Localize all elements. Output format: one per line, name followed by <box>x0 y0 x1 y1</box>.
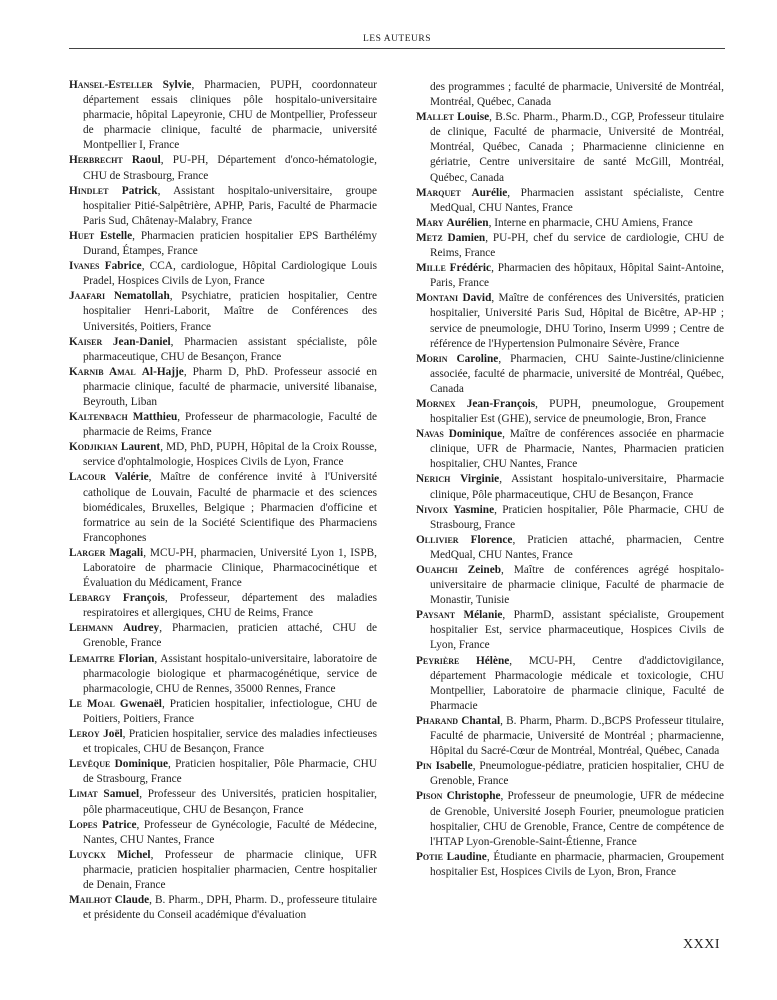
author-surname: Leroy <box>69 728 100 741</box>
page-number: XXXI <box>683 937 720 952</box>
author-firstname: Dominique <box>114 758 168 771</box>
author-affiliation: , Pharmacien des hôpitaux, Hôpital Saint-Antoine, Paris, France <box>430 262 724 290</box>
author-surname: Mille <box>416 262 446 275</box>
author-surname: Nivoix <box>416 503 449 516</box>
author-entry <box>69 621 377 651</box>
author-entry <box>69 229 377 259</box>
author-entry <box>69 410 377 440</box>
author-surname: Pin <box>416 760 432 773</box>
author-firstname: Frédéric <box>449 262 492 275</box>
author-firstname: Virginie <box>460 473 500 486</box>
author-surname: Le Moal <box>69 697 115 710</box>
author-surname: Potie <box>416 850 443 863</box>
author-entry <box>69 78 377 153</box>
author-affiliation: , MD, PhD, PUPH, Hôpital de la Croix Rousse, service d'ophtalmologie, Hospices Civils de Lyon, France <box>83 441 377 469</box>
running-header: LES AUTEURS <box>362 34 432 44</box>
author-entry <box>416 714 724 759</box>
author-surname: Ivanes <box>69 260 100 273</box>
author-affiliation: , Pharmacien praticien hospitalier EPS Barthélémy Durand, Étampes, France <box>83 229 377 258</box>
author-entry <box>416 216 724 231</box>
author-surname: Larger <box>69 546 106 559</box>
author-surname: Nerich <box>416 473 451 486</box>
author-affiliation: , Pharmacien, CHU Sainte-Justine/clinicienne associée, faculté de pharmacie, université de Montréal, Québec, Canada <box>430 352 724 395</box>
author-firstname: Magali <box>109 546 144 559</box>
author-entry <box>416 397 724 427</box>
author-firstname: Zeineb <box>467 564 502 576</box>
author-firstname: Joël <box>103 728 123 741</box>
author-entry <box>416 533 724 563</box>
author-firstname: Samuel <box>103 788 140 801</box>
author-affiliation: , Professeur de Gynécologie, Faculté de Médecine, Nantes, CHU Nantes, France <box>83 818 378 846</box>
author-affiliation: , Professeur des Universités, praticien hospitalier, pôle pharmaceutique, CHU de Besançon, France <box>83 788 378 816</box>
author-affiliation: , Assistant hospitalo-universitaire, laboratoire de pharmacologie biologique et pharmacogénétique, service de pharmacologie, CHU de Rennes, 35000 Rennes, France <box>83 652 378 695</box>
author-firstname: Patrice <box>102 818 137 831</box>
author-affiliation: , Praticien attaché, pharmacien, Centre MedQual, CHU Nantes, France <box>430 533 724 561</box>
continued-entry-text: des programmes ; faculté de pharmacie, Université de Montréal, Montréal, Québec, Canada <box>430 81 724 109</box>
author-firstname: Isabelle <box>435 760 473 773</box>
author-entry <box>69 470 377 545</box>
author-affiliation: , PU-PH, chef du service de cardiologie, CHU de Reims, France <box>430 231 724 260</box>
author-entry <box>69 787 377 817</box>
author-firstname: Jean-François <box>466 397 536 410</box>
author-entry <box>69 365 377 410</box>
author-affiliation: , PU-PH, Département d'onco-hématologie, CHU de Strasbourg, France <box>83 154 378 182</box>
author-affiliation: , Praticien hospitalier, Pôle Pharmacie, CHU de Strasbourg, France <box>83 758 377 786</box>
author-firstname: Al-Hajje <box>141 365 184 378</box>
author-affiliation: , Professeur de pharmacie clinique, UFR pharmacie, praticien hospitalier pharmacien, Centre hospitalier de Denain, France <box>83 848 378 891</box>
author-surname: Herbrecht <box>69 154 123 167</box>
author-firstname: Audrey <box>122 622 160 635</box>
author-firstname: Christophe <box>446 790 501 803</box>
author-firstname: Caroline <box>456 352 499 365</box>
author-firstname: Claude <box>114 894 150 907</box>
author-entry <box>69 697 377 727</box>
author-entry <box>416 563 724 608</box>
author-entry <box>416 427 724 472</box>
author-entry <box>69 153 377 183</box>
author-entry <box>69 335 377 365</box>
author-entry <box>416 231 724 261</box>
author-entry <box>416 291 724 351</box>
author-surname: Metz <box>416 231 443 244</box>
author-entry <box>69 893 377 923</box>
author-surname: Mallet <box>416 111 454 124</box>
author-affiliation: , Pharmacien assistant spécialiste, Centre MedQual, CHU Nantes, France <box>430 186 725 214</box>
author-surname: Pison <box>416 790 443 803</box>
author-firstname: Sylvie <box>162 79 192 91</box>
author-affiliation: , Assistant hospitalo-universitaire, groupe hospitalier Pitié-Salpêtrière, APHP, Paris, Faculté de Pharmacie Paris Sud, Châtenay-Malabry, France <box>83 184 377 227</box>
author-affiliation: , Professeur, département des maladies respiratoires et allergiques, CHU de Reims, France <box>83 592 378 620</box>
author-surname: Karnib Amal <box>69 365 136 378</box>
author-surname: Montani <box>416 292 459 305</box>
author-affiliation: , Maître de conférence invité à l'Université catholique de Louvain, Faculté de pharmacie et des sciences biomédicales, Bruxelles, Belgique ; Pharmacien d'officine et formatrice au sein de la Société Scientifique des Pharmaciens Francophones <box>83 471 377 544</box>
author-entry <box>416 186 724 216</box>
author-entry <box>69 289 377 334</box>
author-affiliation: , Praticien hospitalier, service des maladies infectieuses et tropicales, CHU de Besançon, France <box>83 728 377 756</box>
author-surname: Ouahchi <box>416 564 458 576</box>
author-surname: Paysant <box>416 609 456 622</box>
author-surname: Mary <box>416 216 444 229</box>
author-entry <box>416 503 724 533</box>
author-surname: Levêque <box>69 758 111 771</box>
author-surname: Huet <box>69 229 95 242</box>
author-firstname: Jean-Daniel <box>112 335 171 348</box>
author-surname: Ollivier <box>416 533 459 546</box>
header-rule <box>69 48 725 49</box>
author-firstname: Laurent <box>120 441 161 454</box>
author-affiliation: , Pharmacien, PUPH, coordonnateur département essais cliniques pôle hospitalo-universitaire pharmacie, hôpital Lapeyronie, CHU de Montpellier, Professeur de pharmacie clinique, faculté de pharmacie, université Montpellier I, France <box>83 79 377 152</box>
author-affiliation: , PUPH, pneumologue, Groupement hospitalier Est (GHE), service de pneumologie, Bron, France <box>430 397 724 426</box>
author-surname: Lacour <box>69 471 106 484</box>
author-firstname: Nematollah <box>113 290 170 303</box>
author-entry <box>69 259 377 289</box>
author-firstname: Aurélie <box>471 186 508 199</box>
author-surname: Mailhot <box>69 894 112 907</box>
author-firstname: Damien <box>447 231 486 244</box>
author-surname: Lebargy <box>69 592 111 605</box>
author-affiliation: , Pharmacien assistant spécialiste, pôle pharmaceutique, CHU de Besançon, France <box>83 335 377 363</box>
author-affiliation: , MCU-PH, pharmacien, Université Lyon 1, ISPB, Laboratoire de pharmacie Clinique, Pharmacocinétique et Évaluation du Médicament, France <box>83 546 377 590</box>
author-surname: Navas <box>416 428 444 441</box>
author-affiliation: , Interne en pharmacie, CHU Amiens, France <box>488 216 693 229</box>
author-firstname: Valérie <box>114 471 149 484</box>
author-entry <box>416 789 724 849</box>
author-entry <box>69 652 377 697</box>
author-affiliation: , Professeur de pharmacologie, Faculté de pharmacie de Reims, France <box>83 411 377 439</box>
author-entry <box>69 757 377 787</box>
author-affiliation: , Pneumologue-pédiatre, praticien hospitalier, CHU de Grenoble, France <box>430 760 724 788</box>
author-firstname: Matthieu <box>132 411 178 424</box>
author-entry <box>69 727 377 757</box>
author-surname: Kaltenbach <box>69 411 128 424</box>
author-affiliation: , Assistant hospitalo-universitaire, Pharmacie clinique, Pôle pharmaceutique, CHU de Besançon, France <box>430 473 725 501</box>
author-firstname: Gwenaël <box>119 697 162 710</box>
author-entry <box>69 546 377 591</box>
author-surname: Jaafari <box>69 290 106 303</box>
author-affiliation: , Étudiante en pharmacie, pharmacien, Groupement hospitalier Est, Hospices Civils de Lyon, Bron, France <box>430 850 724 878</box>
author-entry <box>416 261 724 291</box>
author-affiliation: , B. Pharm, Pharm. D.,BCPS Professeur titulaire, Faculté de pharmacie, Université de Montréal ; pharmacienne, Hôpital du Sacré-Cœur de Montréal, Montréal, Québec, Canada <box>430 714 724 758</box>
author-affiliation: , Maître de conférences associée en pharmacie clinique, UFR de Pharmacie, Nantes, Pharmacien praticien hospitalier, CHU Nantes, France <box>430 428 724 471</box>
author-entry <box>416 850 724 880</box>
author-surname: Mornex <box>416 397 456 410</box>
author-surname: Pharand <box>416 714 459 727</box>
author-firstname: Aurélien <box>446 216 489 229</box>
author-affiliation: , Psychiatre, praticien hospitalier, Centre hospitalier Henri-Laborit, Maître de Conférences des Universités, Poitiers, France <box>83 290 377 333</box>
author-entry <box>69 591 377 621</box>
author-entry <box>416 608 724 653</box>
author-firstname: Florian <box>118 652 155 665</box>
author-surname: Lopes <box>69 818 98 831</box>
author-surname: Limat <box>69 788 98 801</box>
author-affiliation: , B. Pharm., DPH, Pharm. D., professeure titulaire et présidente du Conseil académique d'évaluation <box>83 894 377 922</box>
author-firstname: Dominique <box>448 428 503 441</box>
author-list-right-column <box>416 80 724 880</box>
author-firstname: François <box>122 592 165 605</box>
author-affiliation: , Pharmacien, praticien attaché, CHU de Grenoble, France <box>83 622 377 650</box>
author-entry <box>416 759 724 789</box>
author-surname: Kodjikian <box>69 441 118 454</box>
author-surname: Kaiser <box>69 335 103 348</box>
author-entry <box>416 352 724 397</box>
author-entry <box>69 184 377 229</box>
author-surname: Lemaitre <box>69 652 115 665</box>
author-firstname: Louise <box>457 111 490 124</box>
author-affiliation: , Praticien hospitalier, infectiologue, CHU de Poitiers, Poitiers, France <box>83 697 377 725</box>
author-surname: Morin <box>416 352 448 365</box>
author-affiliation: , PharmD, assistant spécialiste, Groupement hospitalier Est, service pharmaceutique, Hospices Civils de Lyon, France <box>430 609 724 652</box>
right-column-entries <box>416 110 724 880</box>
author-entry <box>69 440 377 470</box>
author-affiliation: , CCA, cardiologue, Hôpital Cardiologique Louis Pradel, Hospices Civils de Lyon, France <box>83 260 377 288</box>
author-affiliation: , Maître de conférences agrégé hospitalo-universitaire de pharmacie clinique, Faculté de pharmacie de Monastir, Tunisie <box>430 564 724 607</box>
author-affiliation: , Maître de conférences des Universités, praticien hospitalier, Université Paris Sud, Hôpital de Bicêtre, AP-HP ; service de pneumologie, DHU Torino, Inserm U999 ; Centre de référence de l'Hypertension Pulmonaire Sévère, France <box>430 292 725 350</box>
author-surname: Lehmann <box>69 622 113 635</box>
author-affiliation: , Praticien hospitalier, Pôle Pharmacie, CHU de Strasbourg, France <box>430 503 724 531</box>
author-firstname: Laudine <box>446 850 487 863</box>
author-firstname: Florence <box>470 533 513 546</box>
author-surname: Hindlet <box>69 184 109 197</box>
author-firstname: Mélanie <box>463 609 503 622</box>
author-surname: Luyckx <box>69 848 106 861</box>
author-firstname: Michel <box>117 848 151 861</box>
author-entry <box>69 818 377 848</box>
author-surname: Peyrière <box>416 654 460 667</box>
author-firstname: Patrick <box>121 184 158 197</box>
author-firstname: Yasmine <box>453 503 495 516</box>
author-affiliation: , MCU-PH, Centre d'addictovigilance, département Pharmacologie médicale et toxicologie, CHU Montpellier, Laboratoire de pharmacie clinique, Faculté de Pharmacie <box>430 654 724 712</box>
author-entry <box>416 472 724 502</box>
author-entry <box>416 654 724 714</box>
author-firstname: David <box>462 292 492 305</box>
author-affiliation: , B.Sc. Pharm., Pharm.D., CGP, Professeur titulaire de clinique, Faculté de pharmacie, Université de Montréal, Montréal, Québec, Canada ; Pharmacienne clinicienne en gériatrie, Centre universitaire de santé McGill, Montréal, Québec, Canada <box>430 111 724 184</box>
author-entry <box>416 110 724 185</box>
author-affiliation: , Pharm D, PhD. Professeur associé en pharmacie clinique, faculté de pharmacie, université libanaise, Beyrouth, Liban <box>83 365 377 408</box>
author-list-left-column <box>69 78 377 923</box>
author-surname: Marquet <box>416 186 461 199</box>
author-firstname: Chantal <box>461 714 501 727</box>
author-firstname: Hélène <box>475 654 510 667</box>
author-firstname: Estelle <box>100 229 133 242</box>
author-firstname: Fabrice <box>104 260 142 273</box>
author-entry <box>69 848 377 893</box>
author-affiliation: , Professeur de pneumologie, UFR de médecine de Grenoble, Université Joseph Fourier, pneumologue praticien hospitalier, CHU de Grenoble, France, Centre de compétence de l'HTAP Lyon-Grenoble-Saint-Étienne, France <box>430 790 724 848</box>
author-surname: Hansel-Esteller <box>69 79 153 91</box>
author-firstname: Raoul <box>131 154 161 167</box>
